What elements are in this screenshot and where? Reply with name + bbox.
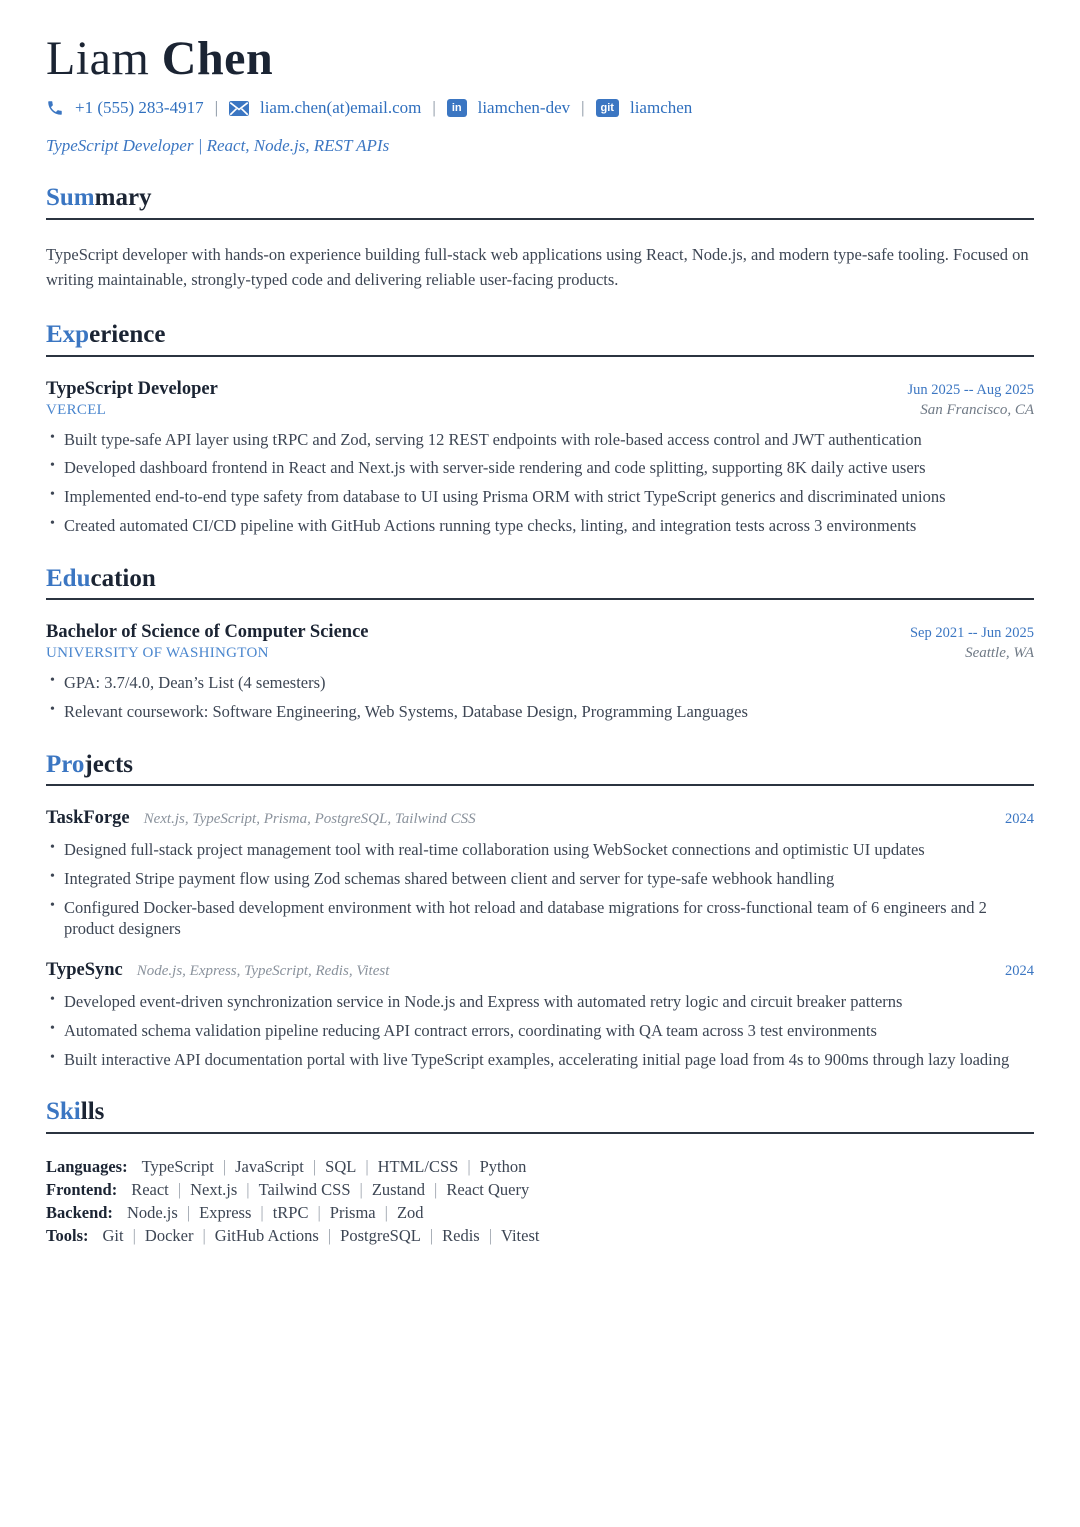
skill-separator: | [186, 1203, 191, 1223]
job-dates: Jun 2025 -- Aug 2025 [907, 381, 1034, 398]
skill-item: HTML/CSS [377, 1156, 459, 1176]
skills-list [46, 1156, 1034, 1246]
skill-separator: | [467, 1156, 471, 1176]
summary-title-rest: mary [94, 184, 152, 212]
section-education [46, 565, 1034, 723]
phone-icon [46, 99, 64, 117]
tagline: TypeScript Developer | React, Node.js, REST APIs [46, 136, 390, 156]
education-title [46, 565, 1034, 593]
bullet-item: • Developed event-driven synchronization service in Node.js and Express with automated retry logic and circuit breaker patterns [46, 991, 1034, 1013]
contact-separator: | [432, 98, 436, 118]
skill-item: React Query [446, 1180, 530, 1200]
skill-item: JavaScript [235, 1156, 304, 1176]
project-year: 2024 [1005, 963, 1034, 980]
project-name: TypeSync [46, 960, 123, 981]
bullet-item: • Automated schema validation pipeline reducing API contract errors, coordinating with QA team across 3 test environments [46, 1020, 1034, 1042]
project-year: 2024 [1005, 811, 1034, 828]
section-rule [46, 355, 1034, 357]
skill-item: Zod [396, 1203, 424, 1223]
bullet-item: • Relevant coursework: Software Engineering, Web Systems, Database Design, Programming Languages [46, 701, 1034, 723]
bullet-item: • Integrated Stripe payment flow using Zod schemas shared between client and server for type-safe webhook handling [46, 868, 1034, 890]
skill-category-label: Backend: [46, 1203, 113, 1223]
github-link[interactable]: liamchen [629, 98, 693, 118]
skill-item: Docker [144, 1226, 194, 1246]
project-bullets [46, 839, 1034, 940]
skill-item: Prisma [329, 1203, 376, 1223]
section-skills [46, 1098, 1034, 1246]
linkedin-icon: in [447, 99, 467, 117]
first-name: Liam [46, 32, 150, 85]
section-summary [46, 184, 1034, 293]
skills-title [46, 1098, 1034, 1126]
skill-separator: | [327, 1226, 332, 1246]
skill-separator: | [384, 1203, 388, 1223]
education-bullets [46, 672, 1034, 723]
skill-separator: | [359, 1180, 363, 1200]
skill-separator: | [488, 1226, 493, 1246]
education-title-accent: Edu [46, 564, 91, 592]
experience-title [46, 321, 1034, 349]
skill-separator: | [434, 1180, 438, 1200]
skill-item: Express [199, 1203, 252, 1223]
skill-category-label: Frontend: [46, 1180, 118, 1200]
contact-separator: | [214, 98, 218, 118]
email-icon [229, 101, 249, 116]
skill-separator: | [222, 1156, 227, 1176]
experience-bullets [46, 429, 1034, 537]
skill-item: TypeScript [141, 1156, 214, 1176]
linkedin-link[interactable]: liamchen-dev [477, 98, 571, 118]
skill-category-label: Languages: [46, 1156, 128, 1176]
section-rule [46, 784, 1034, 786]
section-experience [46, 321, 1034, 537]
skill-category-label: Tools: [46, 1226, 89, 1246]
contact-row [46, 98, 1034, 118]
bullet-item: • Implemented end-to-end type safety from database to UI using Prisma ORM with strict TypeScript generics and discriminated unions [46, 486, 1034, 508]
project-entry [46, 960, 1034, 1070]
education-entry [46, 622, 1034, 723]
project-stack: Next.js, TypeScript, Prisma, PostgreSQL, Tailwind CSS [143, 811, 476, 828]
skill-item: Python [479, 1156, 527, 1176]
phone-link[interactable]: +1 (555) 283-4917 [75, 98, 204, 118]
summary-text: TypeScript developer with hands-on experience building full-stack web applications using React, Node.js, and modern type-safe tooling. Focused on writing maintainable, strongly-typed code and delivering reliable user-facing products. [46, 244, 1029, 290]
resume-header [46, 34, 1034, 156]
degree-title: Bachelor of Science of Computer Science [46, 622, 369, 643]
bullet-item: • GPA: 3.7/4.0, Dean’s List (4 semesters) [46, 672, 1034, 694]
education-dates: Sep 2021 -- Jun 2025 [909, 625, 1034, 642]
experience-entry [46, 379, 1034, 537]
skill-separator: | [312, 1156, 317, 1176]
bullet-item: • Designed full-stack project management tool with real-time collaboration using WebSocket connections and optimistic UI updates [46, 839, 1034, 861]
skill-row-languages [46, 1156, 1034, 1177]
skill-item: React [131, 1180, 169, 1200]
last-name: Chen [161, 32, 274, 85]
project-entry [46, 808, 1034, 940]
bullet-item: • Built type-safe API layer using tRPC and Zod, serving 12 REST endpoints with role-based access control and JWT authentication [46, 429, 1034, 451]
skill-item: Git [102, 1226, 124, 1246]
skill-separator: | [260, 1203, 264, 1223]
education-title-rest: cation [90, 564, 156, 592]
skills-title-accent: Ski [46, 1098, 81, 1126]
skill-separator: | [132, 1226, 136, 1246]
skill-item: Next.js [190, 1180, 238, 1200]
bullet-item: • Created automated CI/CD pipeline with GitHub Actions running type checks, linting, and integration tests across 3 environments [46, 515, 1034, 537]
bullet-item: • Built interactive API documentation portal with live TypeScript examples, accelerating initial page load from 4s to 900ms through lazy loading [46, 1049, 1034, 1071]
page-title [46, 34, 1034, 84]
section-rule [46, 1132, 1034, 1134]
skill-item: Zustand [371, 1180, 425, 1200]
section-rule [46, 218, 1034, 220]
school-name: UNIVERSITY OF WASHINGTON [46, 645, 269, 662]
section-rule [46, 598, 1034, 600]
skill-item: Redis [442, 1226, 480, 1246]
section-projects [46, 751, 1034, 1071]
contact-separator: | [581, 98, 585, 118]
skill-row-tools [46, 1225, 1034, 1246]
skill-item: SQL [325, 1156, 357, 1176]
skill-separator: | [365, 1156, 369, 1176]
job-title: TypeScript Developer [46, 378, 218, 399]
skill-item: Vitest [501, 1226, 540, 1246]
skill-item: PostgreSQL [340, 1226, 421, 1246]
skill-separator: | [317, 1203, 321, 1223]
skill-row-frontend [46, 1179, 1034, 1200]
email-link[interactable]: liam.chen(at)email.com [259, 98, 422, 118]
education-location: Seattle, WA [965, 645, 1034, 662]
skill-item: GitHub Actions [214, 1226, 319, 1246]
job-location: San Francisco, CA [920, 401, 1034, 418]
skill-row-backend [46, 1202, 1034, 1223]
skill-item: Tailwind CSS [258, 1180, 351, 1200]
summary-title [46, 184, 1034, 212]
projects-title-accent: Pro [46, 750, 85, 778]
experience-title-rest: erience [89, 321, 166, 349]
project-name: TaskForge [46, 808, 130, 829]
bullet-item: • Configured Docker-based development environment with hot reload and database migrations for cross-functional team of 6 engineers and 2 product designers [46, 897, 1034, 941]
projects-title-rest: jects [84, 750, 133, 778]
bullet-item: • Developed dashboard frontend in React and Next.js with server-side rendering and code splitting, supporting 8K daily active users [46, 457, 1034, 479]
github-icon: git [596, 99, 619, 117]
skills-title-rest: lls [80, 1098, 105, 1126]
skill-separator: | [202, 1226, 206, 1246]
projects-title [46, 751, 1034, 779]
skill-item: tRPC [272, 1203, 309, 1223]
skill-separator: | [177, 1180, 182, 1200]
company-name: VERCEL [46, 401, 107, 418]
summary-title-accent: Sum [46, 184, 95, 212]
skill-separator: | [429, 1226, 434, 1246]
project-stack: Node.js, Express, TypeScript, Redis, Vitest [136, 963, 390, 980]
skill-item: Node.js [126, 1203, 178, 1223]
skill-separator: | [246, 1180, 250, 1200]
experience-title-accent: Exp [46, 321, 90, 349]
project-bullets [46, 991, 1034, 1070]
